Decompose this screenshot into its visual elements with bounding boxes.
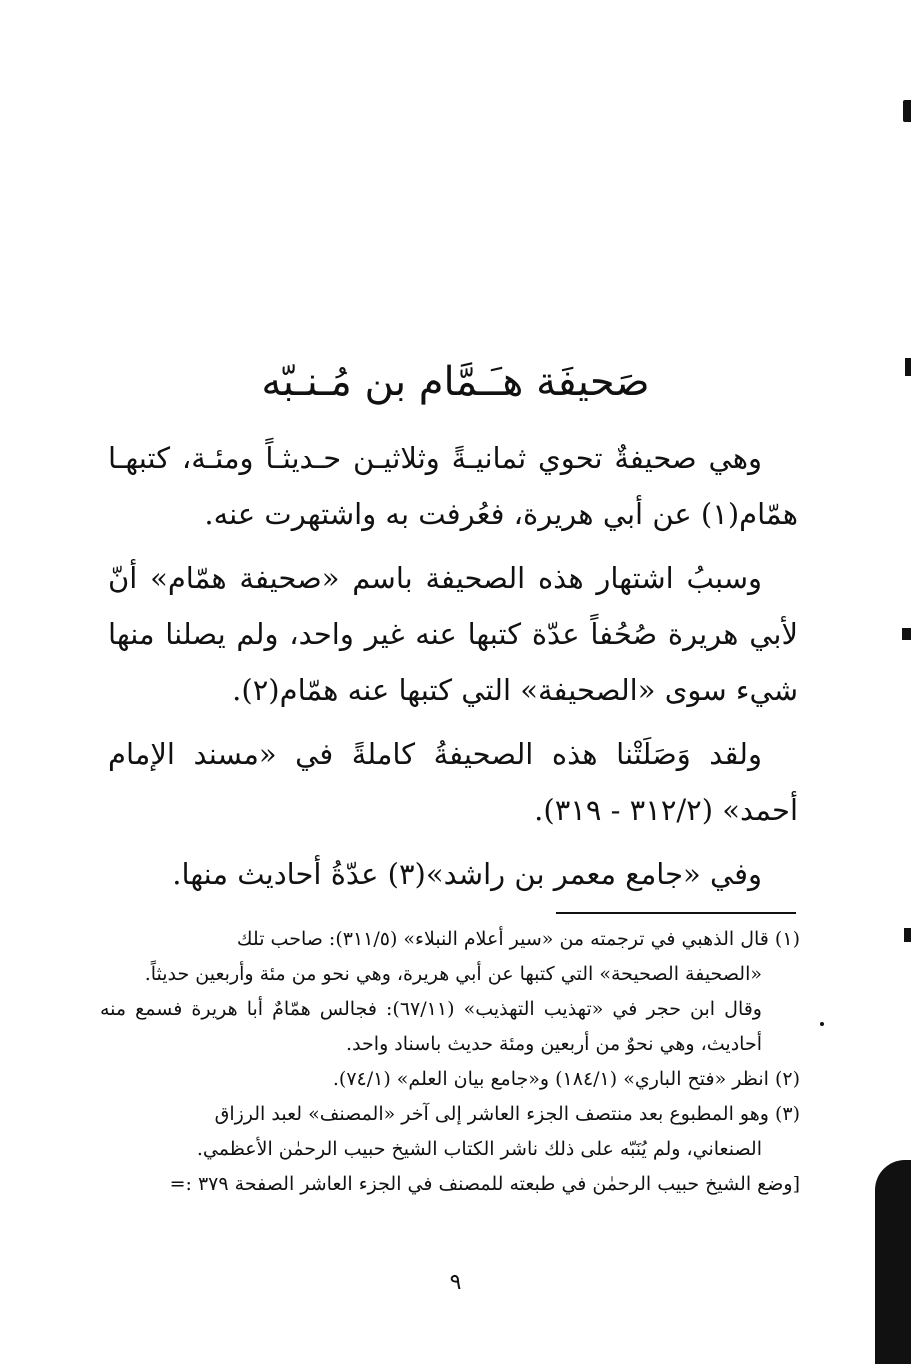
main-text [108,430,798,910]
page-number: ٩ [449,1270,462,1295]
footnote-line: (١) قال الذهبي في ترجمته من «سير أعلام النبلاء» (٣١١/٥): صاحب تلك [236,928,800,950]
footnote-line: (٢) انظر «فتح الباري» (١٨٤/١) و«جامع بيان العلم» (٧٤/١). [332,1068,800,1090]
scan-artifact [904,928,911,942]
paragraph: وهي صحيفةٌ تحوي ثمانيـةً وثلاثيـن حـديثـاً ومئـة، كتبهـا همّام(١) عن أبي هريرة، فعُرفت به واشتهرت عنه. [108,441,798,531]
scan-artifact [875,1160,911,1364]
scan-artifact [902,628,911,640]
footnote-line: الصنعاني، ولم يُنَبّه على ذلك ناشر الكتاب الشيخ حبيب الرحمٰن الأعظمي. [196,1138,762,1160]
scan-artifact [903,100,911,122]
paragraph: وسببُ اشتهار هذه الصحيفة باسم «صحيفة همّام» أنّ لأبي هريرة صُحُفاً عدّة كتبها عنه غير واحد، ولم يصلنا منها شيء سوى «الصحيفة» التي كتبها عنه همّام(٢). [108,561,798,707]
scan-artifact [820,1022,824,1026]
footnote-line: «الصحيفة الصحيحة» التي كتبها عن أبي هريرة، وهي نحو من مئة وأربعين حديثاً. [144,963,762,985]
paragraph: ولقد وَصَلَتْنا هذه الصحيفةُ كاملةً في «مسند الإمام أحمد» (٣١٢/٢ - ٣١٩). [108,737,798,827]
footnote-line: [وضع الشيخ حبيب الرحمٰن في طبعته للمصنف في الجزء العاشر الصفحة ٣٧٩ := [169,1173,800,1195]
paragraph: وفي «جامع معمر بن راشد»(٣) عدّةُ أحاديث منها. [172,857,762,891]
footnote-line: وقال ابن حجر في «تهذيب التهذيب» (٦٧/١١): فجالس همّامٌ أبا هريرة فسمع منه أحاديث، وهي نحوٌ من أربعين ومئة حديث باسناد واحد. [100,998,762,1055]
footnote-divider [556,912,796,914]
footnote-line: (٣) وهو المطبوع بعد منتصف الجزء العاشر إلى آخر «المصنف» لعبد الرزاق [214,1103,800,1125]
page-title: صَحيفَة هـَـمَّام بن مُـنـبّه [261,359,650,405]
scan-artifact [905,358,911,376]
footnotes [100,922,800,1202]
